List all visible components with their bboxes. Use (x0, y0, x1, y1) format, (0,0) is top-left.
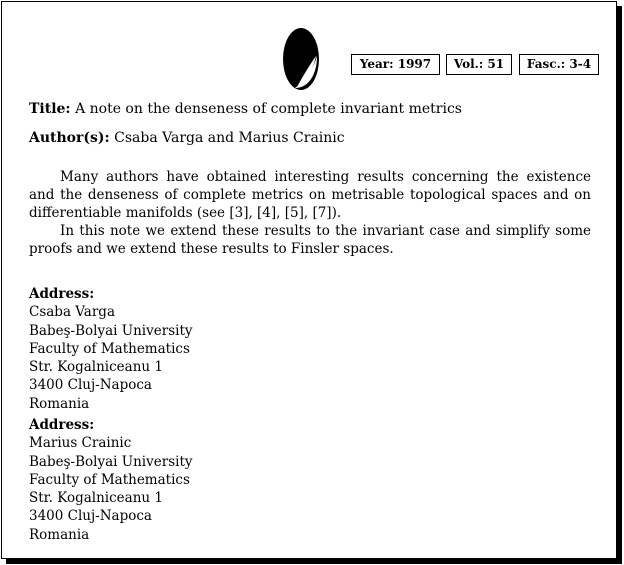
address-line: Csaba Varga (29, 304, 115, 321)
page-frame (1, 1, 617, 559)
fascicle-box: Fasc.: 3-4 (519, 54, 599, 75)
address-line: Romania (29, 395, 90, 412)
journal-logo-icon (281, 26, 321, 92)
address-line: 3400 Cluj-Napoca (29, 377, 152, 394)
address-line: Faculty of Mathematics (29, 471, 190, 488)
address-line: Babeş-Bolyai University (29, 322, 193, 339)
address-line: Str. Kogalniceanu 1 (29, 359, 163, 376)
address-line: Faculty of Mathematics (29, 340, 190, 357)
address-label: Address: (29, 417, 95, 433)
volume-box: Vol.: 51 (446, 54, 512, 75)
article-title (29, 101, 462, 117)
abstract-paragraph: Many authors have obtained interesting results concerning the existence and the denseness of complete metrics on metrisable topological spaces and on differentiable manifolds (see [3], [4], [5], [7]). (29, 169, 591, 221)
abstract-paragraph: In this note we extend these results to the invariant case and simplify some proofs and we extend these results to Finsler spaces. (29, 223, 591, 257)
address-block (29, 416, 193, 544)
address-line: 3400 Cluj-Napoca (29, 508, 152, 525)
address-block (29, 285, 193, 413)
address-line: Babeş-Bolyai University (29, 453, 193, 470)
title-label: Title: (29, 101, 71, 117)
address-line: Romania (29, 526, 90, 543)
authors-label: Author(s): (29, 130, 110, 146)
address-line: Marius Crainic (29, 435, 132, 452)
address-line: Str. Kogalniceanu 1 (29, 490, 163, 507)
authors-text: Csaba Varga and Marius Crainic (114, 130, 345, 146)
address-label: Address: (29, 286, 95, 302)
title-text: A note on the denseness of complete invariant metrics (75, 101, 462, 117)
year-box: Year: 1997 (351, 54, 440, 75)
article-authors (29, 130, 345, 146)
abstract (29, 168, 591, 258)
